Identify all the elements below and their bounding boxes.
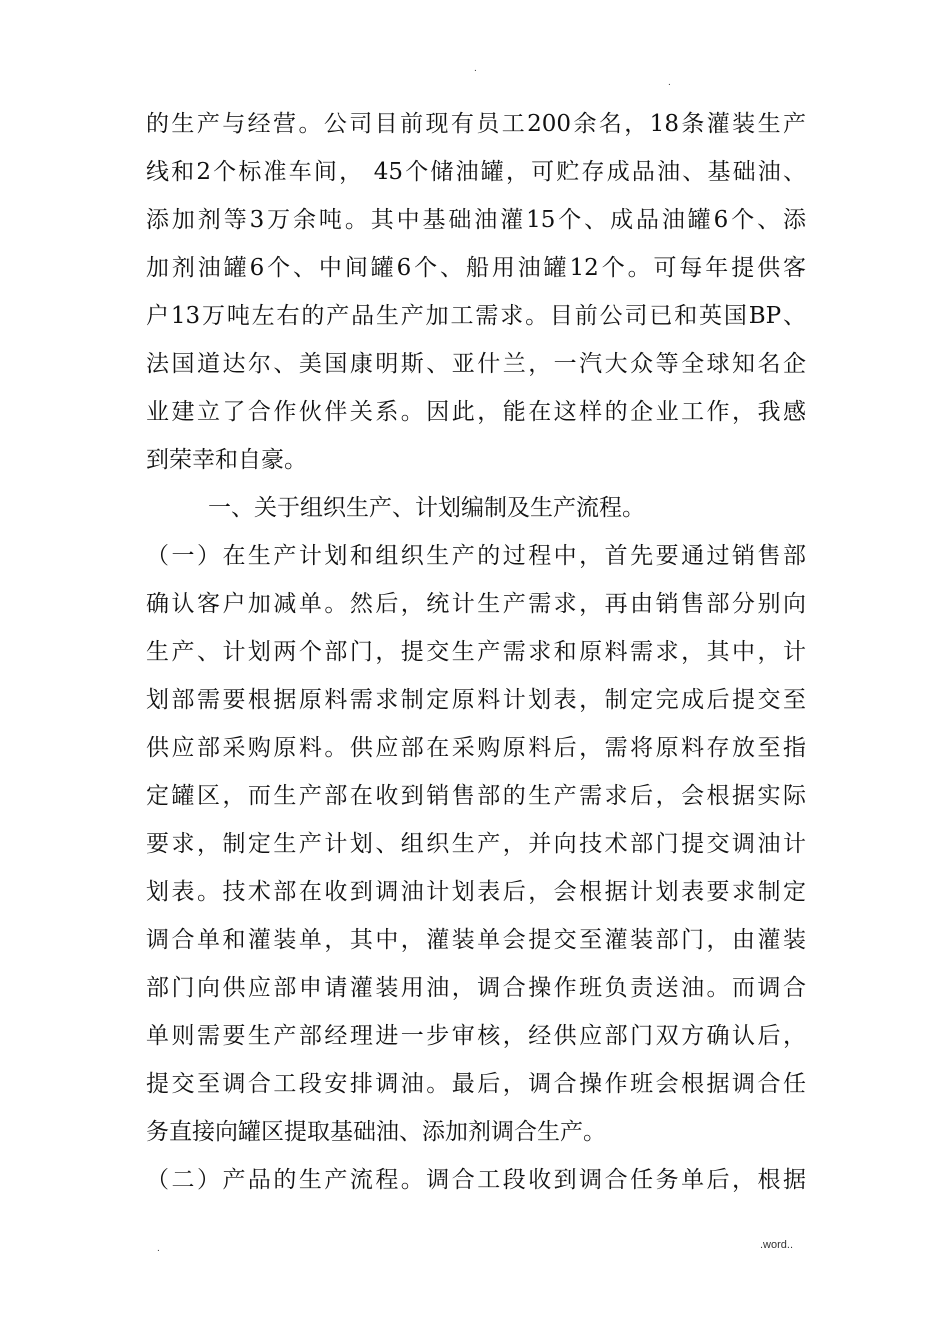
text-line: 生产、计划两个部门，提交生产需求和原料需求，其中，计 [146, 639, 806, 665]
text-line: 要求，制定生产计划、组织生产，并向技术部门提交调油计 [146, 831, 806, 857]
text-line: 划表。技术部在收到调油计划表后，会根据计划表要求制定 [146, 879, 806, 905]
header-dot-mark: . [668, 77, 671, 88]
text-line: 确认客户加减单。然后，统计生产需求，再由销售部分别向 [146, 591, 806, 617]
text-line: 到荣幸和自豪。 [146, 447, 307, 473]
text-line: 添加剂等3万余吨。其中基础油灌15个、成品油罐6个、添 [146, 207, 806, 233]
header-dot-mark: . [474, 63, 477, 74]
text-line: （一）在生产计划和组织生产的过程中，首先要通过销售部 [146, 543, 806, 569]
text-line: 调合单和灌装单，其中，灌装单会提交至灌装部门，由灌装 [146, 927, 806, 953]
text-line: 务直接向罐区提取基础油、添加剂调合生产。 [146, 1119, 606, 1145]
text-line: 加剂油罐6个、中间罐6个、船用油罐12个。可每年提供客 [146, 255, 806, 281]
text-line: 部门向供应部申请灌装用油，调合操作班负责送油。而调合 [146, 975, 806, 1001]
text-line: 定罐区，而生产部在收到销售部的生产需求后，会根据实际 [146, 783, 806, 809]
text-line: 线和2个标准车间， 45个储油罐，可贮存成品油、基础油、 [146, 159, 806, 185]
text-line: 户13万吨左右的产品生产加工需求。目前公司已和英国BP、 [146, 303, 806, 329]
text-line: 划部需要根据原料需求制定原料计划表，制定完成后提交至 [146, 687, 806, 713]
text-line: 提交至调合工段安排调油。最后，调合操作班会根据调合任 [146, 1071, 806, 1097]
text-line: 法国道达尔、美国康明斯、亚什兰，一汽大众等全球知名企 [146, 351, 806, 377]
text-line: 单则需要生产部经理进一步审核，经供应部门双方确认后， [146, 1023, 806, 1049]
section-heading: 一、关于组织生产、计划编制及生产流程。 [208, 495, 645, 521]
text-line: 的生产与经营。公司目前现有员工200余名，18条灌装生产 [146, 111, 806, 137]
footer-word-mark: .word.. [760, 1239, 794, 1251]
footer-dot-mark: . [157, 1243, 160, 1254]
text-line: 业建立了合作伙伴关系。因此，能在这样的企业工作，我感 [146, 399, 806, 425]
text-line: （二）产品的生产流程。调合工段收到调合任务单后，根据 [146, 1167, 806, 1193]
text-line: 供应部采购原料。供应部在采购原料后，需将原料存放至指 [146, 735, 806, 761]
